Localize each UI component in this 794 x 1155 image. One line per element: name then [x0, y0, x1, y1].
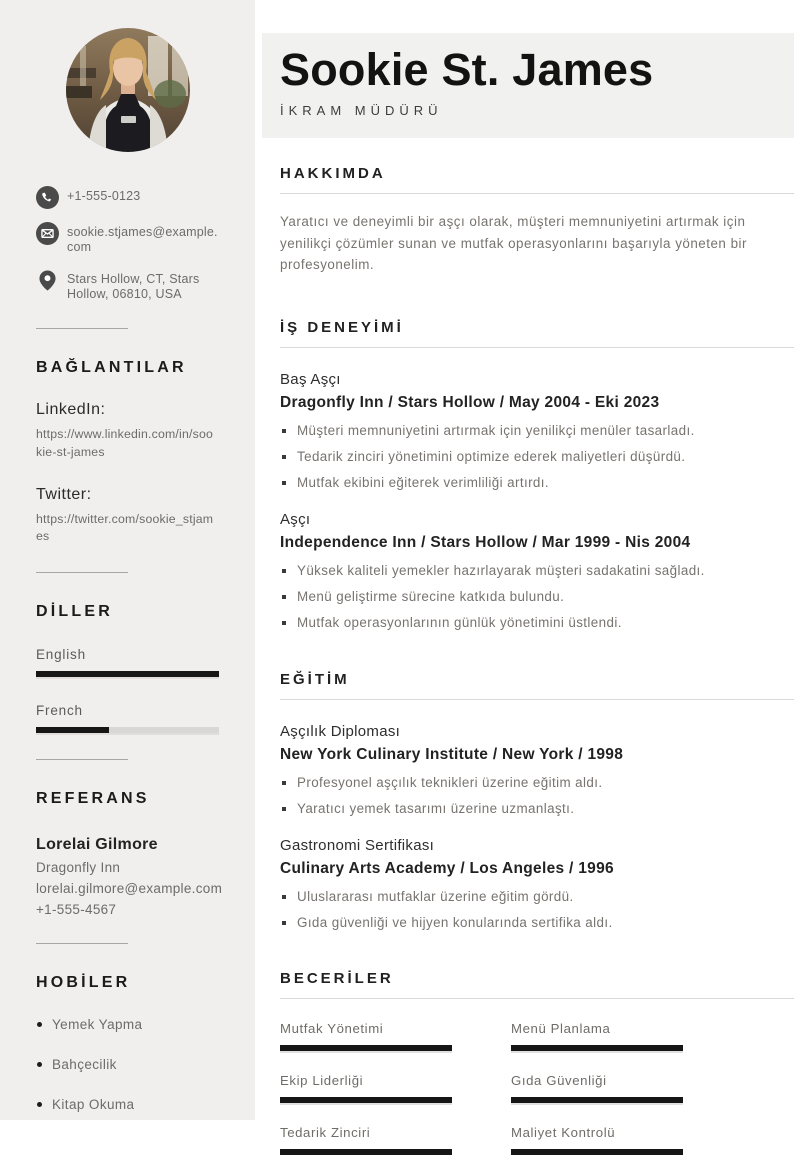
language-level-fill: [36, 671, 219, 677]
linkedin-url: https://www.linkedin.com/in/sookie-st-james: [36, 427, 214, 459]
job-bullet: Mutfak ekibini eğiterek verimliliği artırdı.: [280, 475, 794, 490]
skill-item: [280, 1073, 452, 1103]
divider: [36, 943, 128, 944]
location-icon: [36, 269, 59, 292]
hobby-item: Yemek Yapma: [36, 1017, 219, 1032]
section-about: [262, 165, 794, 275]
job-meta: Dragonfly Inn / Stars Hollow / May 2004 - Eki 2023: [280, 393, 660, 411]
language-name: French: [36, 703, 83, 719]
skill-name: Tedarik Zinciri: [280, 1124, 371, 1140]
education-meta: Culinary Arts Academy / Los Angeles / 1996: [280, 859, 614, 877]
job-bullet: Menü geliştirme sürecine katkıda bulundu.: [280, 589, 794, 604]
skill-bar: [280, 1149, 452, 1155]
phone-icon: [36, 186, 59, 209]
divider: [36, 572, 128, 573]
education-meta: New York Culinary Institute / New York / 1998: [280, 745, 624, 763]
job-bullet: Tedarik zinciri yönetimini optimize ederek maliyetleri düşürdü.: [280, 449, 794, 464]
skill-item: [511, 1125, 683, 1155]
job-title: Baş Aşçı: [280, 370, 341, 388]
sidebar: [0, 0, 255, 1120]
phone-number: +1-555-0123: [67, 189, 141, 203]
contact-email: [36, 222, 219, 256]
about-text: Yaratıcı ve deneyimli bir aşçı olarak, müşteri memnuniyetini artırmak için yenilikçi çözümler sunan ve mutfak operasyonlarını başarıyla yöneten bir profesyonelim.: [280, 214, 747, 273]
job-title-subtitle: İKRAM MÜDÜRÜ: [280, 103, 443, 119]
job-bullets: [280, 563, 794, 630]
hobby-item: Bahçecilik: [36, 1057, 219, 1072]
hobbies-heading: HOBİLER: [36, 974, 131, 992]
job-bullet: Müşteri memnuniyetini artırmak için yenilikçi menüler tasarladı.: [280, 423, 794, 438]
skill-name: Menü Planlama: [511, 1020, 611, 1036]
skill-item: [280, 1021, 452, 1051]
section-skills: [262, 970, 794, 1155]
page-title: Sookie St. James: [280, 44, 654, 95]
skill-name: Mutfak Yönetimi: [280, 1020, 384, 1036]
job-title: Aşçı: [280, 510, 311, 528]
skill-bar: [280, 1097, 452, 1103]
language-english: [36, 647, 219, 677]
education-entry: [280, 723, 794, 816]
reference-phone: +1-555-4567: [36, 902, 117, 918]
job-bullets: [280, 423, 794, 490]
links-heading: BAĞLANTILAR: [36, 359, 187, 376]
skill-bar: [511, 1149, 683, 1155]
email-address: sookie.stjames@example.com: [67, 225, 218, 255]
skill-name: Ekip Liderliği: [280, 1072, 364, 1088]
language-name: English: [36, 647, 86, 663]
education-title: Gastronomi Sertifikası: [280, 836, 435, 854]
skill-item: [280, 1125, 452, 1155]
reference-name: Lorelai Gilmore: [36, 836, 158, 854]
skill-item: [511, 1021, 683, 1051]
section-rule: [280, 347, 794, 348]
education-entry: [280, 837, 794, 930]
section-rule: [280, 193, 794, 194]
language-level-track: [36, 671, 219, 677]
hobby-list: [36, 1017, 219, 1112]
about-heading: HAKKIMDA: [280, 165, 386, 183]
contact-list: [36, 186, 219, 302]
section-rule: [280, 699, 794, 700]
hobby-item: Kitap Okuma: [36, 1097, 219, 1112]
education-bullet: Yaratıcı yemek tasarımı üzerine uzmanlaştı.: [280, 801, 794, 816]
skill-item: [511, 1073, 683, 1103]
experience-heading: İŞ DENEYİMİ: [280, 318, 404, 336]
languages-heading: DİLLER: [36, 603, 113, 621]
skill-bar: [511, 1045, 683, 1051]
contact-location: [36, 269, 219, 303]
education-bullet: Gıda güvenliği ve hijyen konularında sertifika aldı.: [280, 915, 794, 930]
section-experience: [262, 319, 794, 630]
link-group-twitter: [36, 486, 219, 547]
skill-bar: [511, 1097, 683, 1103]
reference-heading: REFERANS: [36, 790, 150, 808]
twitter-url: https://twitter.com/sookie_stjames: [36, 511, 214, 544]
language-level-track: [36, 727, 219, 733]
section-education: [262, 671, 794, 930]
main-content: [262, 0, 794, 1140]
skills-grid: [280, 1021, 794, 1155]
job-entry: [280, 371, 794, 490]
contact-phone: [36, 186, 219, 209]
education-heading: EĞİTİM: [280, 670, 350, 688]
linkedin-label: LinkedIn:: [36, 401, 106, 418]
profile-photo: [66, 28, 190, 152]
divider: [36, 328, 128, 329]
education-bullets: [280, 889, 794, 930]
skills-heading: BECERİLER: [280, 969, 394, 987]
job-entry: [280, 511, 794, 630]
twitter-label: Twitter:: [36, 485, 92, 503]
education-bullet: Profesyonel aşçılık teknikleri üzerine eğitim aldı.: [280, 775, 794, 790]
job-meta: Independence Inn / Stars Hollow / Mar 1999 - Nis 2004: [280, 533, 691, 551]
email-icon: [36, 222, 59, 245]
job-bullet: Yüksek kaliteli yemekler hazırlayarak müşteri sadakatini sağladı.: [280, 563, 794, 578]
education-bullets: [280, 775, 794, 816]
link-group-linkedin: [36, 401, 219, 462]
reference-email: lorelai.gilmore@example.com: [36, 881, 223, 897]
divider: [36, 759, 128, 760]
language-french: [36, 703, 219, 733]
skill-bar: [280, 1045, 452, 1051]
education-title: Aşçılık Diploması: [280, 722, 401, 740]
profile-photo-illustration: [66, 28, 190, 152]
job-bullet: Mutfak operasyonlarının günlük yönetimini üstlendi.: [280, 615, 794, 630]
location-text: Stars Hollow, CT, Stars Hollow, 06810, USA: [67, 271, 200, 301]
language-level-fill: [36, 727, 109, 733]
reference-company: Dragonfly Inn: [36, 860, 121, 876]
skill-name: Maliyet Kontrolü: [511, 1124, 616, 1140]
education-bullet: Uluslararası mutfaklar üzerine eğitim gördü.: [280, 889, 794, 904]
section-rule: [280, 998, 794, 999]
header-band: [262, 33, 794, 138]
skill-name: Gıda Güvenliği: [511, 1072, 607, 1088]
